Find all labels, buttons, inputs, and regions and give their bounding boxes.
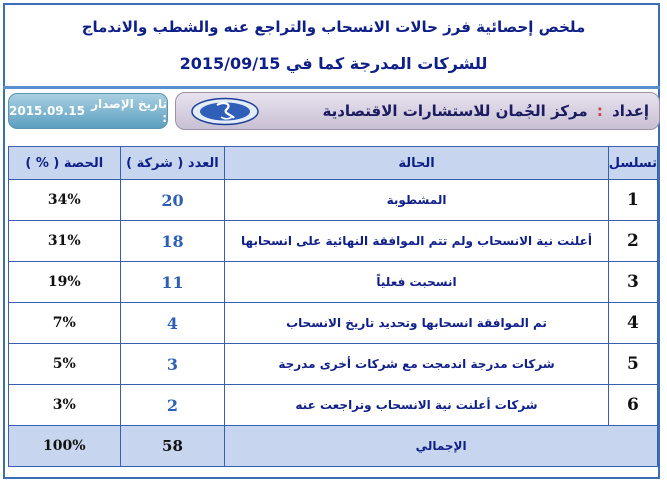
prepared-by-name: مركز الجُمان للاستشارات الاقتصادية [322,102,588,120]
header-count: العدد ( شركة ) [120,147,225,180]
row-count: 2 [120,385,225,426]
prepared-by-separator: : [596,102,603,120]
row-serial: 2 [608,221,657,262]
table-row [9,385,658,426]
header-serial: تسلسل [608,147,657,180]
row-share: 5% [9,344,121,385]
table-header-row [9,147,658,180]
row-serial: 5 [608,344,657,385]
row-status: المشطوبة [225,180,608,221]
row-count: 20 [120,180,225,221]
row-status: انسحبت فعلياً [225,262,608,303]
table-row [9,221,658,262]
jumaan-logo-icon [190,97,260,126]
row-share: 31% [9,221,121,262]
row-serial: 4 [608,303,657,344]
table-row [9,180,658,221]
header-divider [3,86,660,89]
total-row [9,426,658,467]
row-count: 11 [120,262,225,303]
issue-date-value: 2015.09.15 [9,104,85,118]
header-status: الحالة [225,147,608,180]
header-share: الحصة ( % ) [9,147,121,180]
row-status: شركات مدرجة اندمجت مع شركات أخرى مدرجة [225,344,608,385]
page-title-line1: ملخص إحصائية فرز حالات الانسحاب والتراجع عنه والشطب والاندماج [81,18,586,36]
row-share: 3% [9,385,121,426]
row-serial: 3 [608,262,657,303]
table-row [9,303,658,344]
total-share: 100% [9,426,121,467]
prepared-by-label: إعداد [612,102,649,120]
row-count: 4 [120,303,225,344]
issue-date-box [8,93,168,129]
table-row [9,344,658,385]
row-serial: 6 [608,385,657,426]
summary-table [8,146,658,467]
row-share: 19% [9,262,121,303]
total-label: الإجمالي [225,426,658,467]
prepared-by-text [322,102,649,120]
issue-date-label: تاريخ الإصدار : [91,97,167,125]
row-status: تم الموافقة انسحابها وتحديد تاريخ الانسحاب [225,303,608,344]
table-row [9,262,658,303]
row-status: شركات أعلنت نية الانسحاب وتراجعت عنه [225,385,608,426]
page-title-line2: للشركات المدرجة كما في 2015/09/15 [179,54,488,73]
row-share: 34% [9,180,121,221]
row-count: 18 [120,221,225,262]
row-share: 7% [9,303,121,344]
row-status: أعلنت نية الانسحاب ولم تتم الموافقة النهائية على انسحابها [225,221,608,262]
prepared-by-box [175,92,660,130]
row-count: 3 [120,344,225,385]
total-count: 58 [120,426,225,467]
row-serial: 1 [608,180,657,221]
